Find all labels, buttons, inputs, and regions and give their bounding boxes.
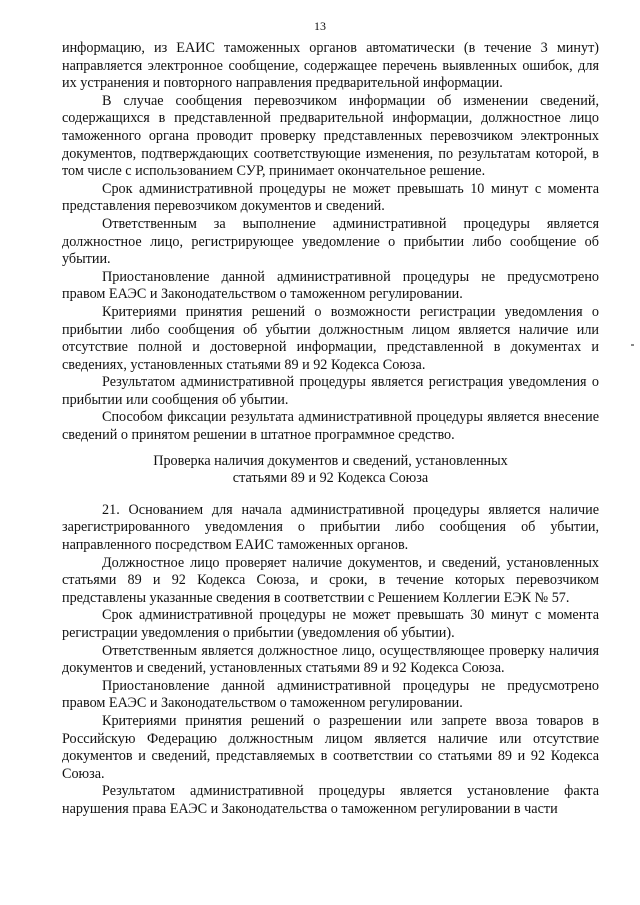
paragraph: Ответственным является должностное лицо, осуществляющее проверку наличия документов и сведений, установленных статьями 89 и 92 Кодекса Союза. [62,642,599,677]
paragraph: Приостановление данной административной процедуры не предусмотрено правом ЕАЭС и Законодательством о таможенном регулировании. [62,677,599,712]
page-number: 13 [314,19,326,33]
paragraph: Результатом административной процедуры является установление факта нарушения права ЕАЭС и Законодательства о таможенном регулировании в части [62,783,599,817]
paragraph: Срок административной процедуры не может превышать 30 минут с момента регистрации уведомления о прибытии (уведомления об убытии). [62,607,599,641]
paragraph: Срок административной процедуры не может превышать 10 минут с момента представления перевозчиком документов и сведений. [62,180,599,215]
scan-artifact-mark [631,344,634,346]
paragraph: информацию, из ЕАИС таможенных органов автоматически (в течение 3 минут) направляется электронное сообщение, содержащее перечень выявленных ошибок, для их устранения и повторного направления предварительной информации. [62,40,599,92]
document-body [62,40,599,819]
paragraph: Приостановление данной административной процедуры не предусмотрено правом ЕАЭС и Законодательством о таможенном регулировании. [62,268,599,303]
paragraph: Результатом административной процедуры является регистрация уведомления о прибытии или сообщения об убытии. [62,374,599,408]
section-heading [62,453,599,488]
paragraph: Критериями принятия решений о разрешении или запрете ввоза товаров в Российскую Федерацию должностным лицом является наличие или отсутствие документов и сведений, представляемых в соответствии со статьями 89 и 92 Кодекса Союза. [62,712,599,782]
paragraph: В случае сообщения перевозчиком информации об изменении сведений, содержащихся в представленной предварительной информации, должностное лицо таможенного органа проводит проверку представленных перевозчиком электронных документов, подтверждающих соответствующие изменения, по результатам которой, в том числе с использованием СУР, принимает окончательное решение. [62,92,599,180]
section-heading-line: статьями 89 и 92 Кодекса Союза [232,470,429,487]
section-heading-line: Проверка наличия документов и сведений, установленных [153,452,508,469]
paragraph: Критериями принятия решений о возможности регистрации уведомления о прибытии либо сообщения об убытии должностным лицом является наличие или отсутствие полной и достоверной информации, представленной в документах и сведениях, установленных статьями 89 и 92 Кодекса Союза. [62,303,599,373]
paragraph: Ответственным за выполнение административной процедуры является должностное лицо, регистрирующее уведомление о прибытии либо сообщение об убытии. [62,215,599,268]
paragraph: 21. Основанием для начала административной процедуры является наличие зарегистрированного уведомления о прибытии либо сообщения об убытии, направленного посредством ЕАИС таможенных органов. [62,501,599,554]
paragraph: Способом фиксации результата административной процедуры является внесение сведений о принятом решении в штатное программное средство. [62,409,599,444]
paragraph: Должностное лицо проверяет наличие документов, и сведений, установленных статьями 89 и 92 Кодекса Союза, и сроки, в течение которых перевозчиком представлены указанные сведения в соответствии с Решением Коллегии ЕЭК № 57. [62,554,599,606]
